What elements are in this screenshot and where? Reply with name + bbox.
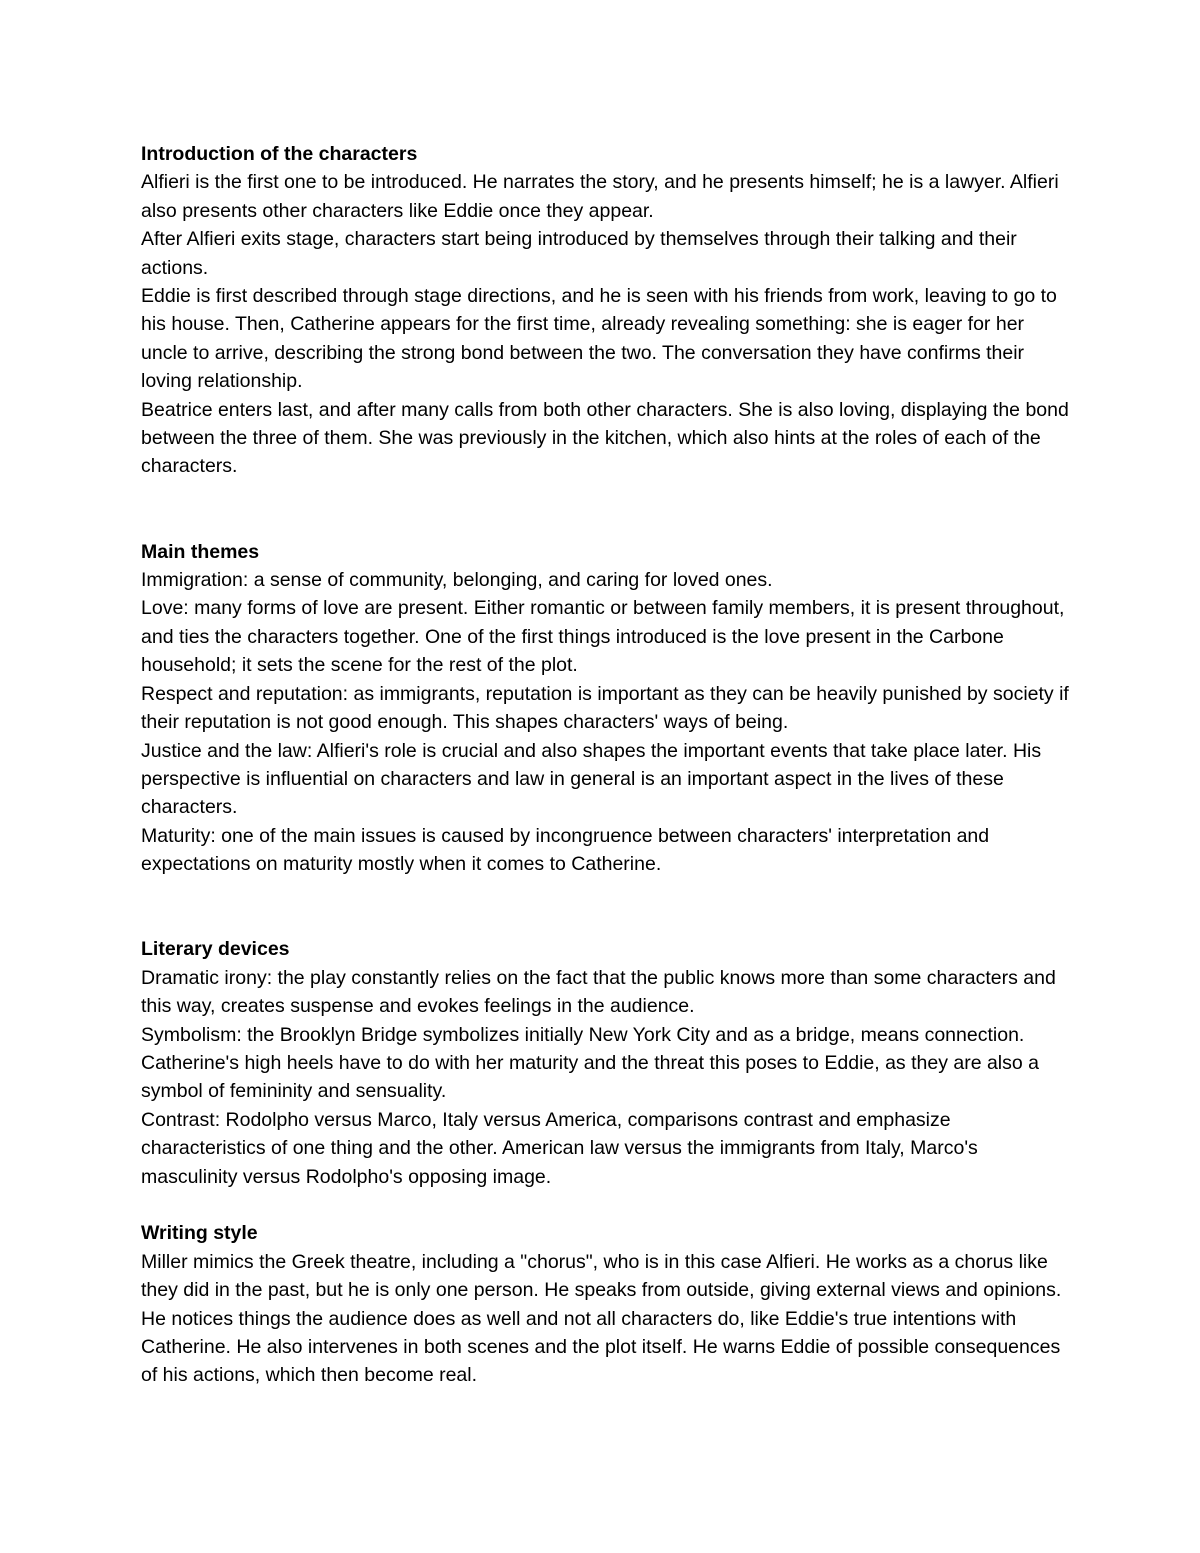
section-heading: Main themes (141, 540, 260, 563)
section-literary-devices (141, 935, 1071, 1191)
section-heading: Literary devices (141, 938, 290, 961)
paragraph: Justice and the law: Alfieri's role is crucial and also shapes the important events that take place later. His perspective is influential on characters and law in general is an important aspect in the lives of these characters. (141, 739, 1042, 819)
paragraph: Contrast: Rodolpho versus Marco, Italy versus America, comparisons contrast and emphasize characteristics of one thing and the other. American law versus the immigrants from Italy, Marco's masculinity versus Rodolpho's opposing image. (141, 1108, 978, 1188)
section-main-themes (141, 538, 1071, 879)
section-heading: Writing style (141, 1222, 258, 1245)
document-page (141, 140, 1071, 1390)
paragraph: Symbolism: the Brooklyn Bridge symbolizes initially New York City and as a bridge, means connection. Catherine's high heels have to do with her maturity and the threat this poses to Eddie, as they are also a symbol of femininity and sensuality. (141, 1023, 1039, 1103)
spacer (141, 481, 1071, 538)
section-introduction (141, 140, 1071, 481)
section-heading: Introduction of the characters (141, 143, 418, 165)
paragraph: Beatrice enters last, and after many calls from both other characters. She is also loving, displaying the bond between the three of them. She was previously in the kitchen, which also hints at the roles of each of the characters. (141, 398, 1069, 478)
paragraph: Respect and reputation: as immigrants, reputation is important as they can be heavily punished by society if their reputation is not good enough. This shapes characters' ways of being. (141, 682, 1069, 734)
paragraph: Dramatic irony: the play constantly relies on the fact that the public knows more than some characters and this way, creates suspense and evokes feelings in the audience. (141, 966, 1056, 1018)
section-writing-style (141, 1219, 1071, 1389)
paragraph: Maturity: one of the main issues is caused by incongruence between characters' interpretation and expectations on maturity mostly when it comes to Catherine. (141, 824, 990, 876)
paragraph: Alfieri is the first one to be introduced. He narrates the story, and he presents himself; he is a lawyer. Alfieri also presents other characters like Eddie once they appear. (141, 171, 1059, 222)
spacer (141, 879, 1071, 936)
paragraph: After Alfieri exits stage, characters start being introduced by themselves through their talking and their actions. (141, 228, 1017, 279)
paragraph: Immigration: a sense of community, belonging, and caring for loved ones. (141, 569, 773, 592)
spacer (141, 1191, 1071, 1219)
paragraph: Eddie is first described through stage directions, and he is seen with his friends from work, leaving to go to his house. Then, Catherine appears for the first time, already revealing something: she is eager for her uncle to arrive, describing the strong bond between the two. The conversation they have confirms their loving relationship. (141, 285, 1057, 393)
paragraph: Love: many forms of love are present. Either romantic or between family members, it is present throughout, and ties the characters together. One of the first things introduced is the love present in the Carbone household; it sets the scene for the rest of the plot. (141, 597, 1065, 677)
paragraph: Miller mimics the Greek theatre, including a "chorus", who is in this case Alfieri. He works as a chorus like they did in the past, but he is only one person. He speaks from outside, giving external views and opinions. He notices things the audience does as well and not all characters do, like Eddie's true intentions with Catherine. He also intervenes in both scenes and the plot itself. He warns Eddie of possible consequences of his actions, which then become real. (141, 1250, 1062, 1387)
